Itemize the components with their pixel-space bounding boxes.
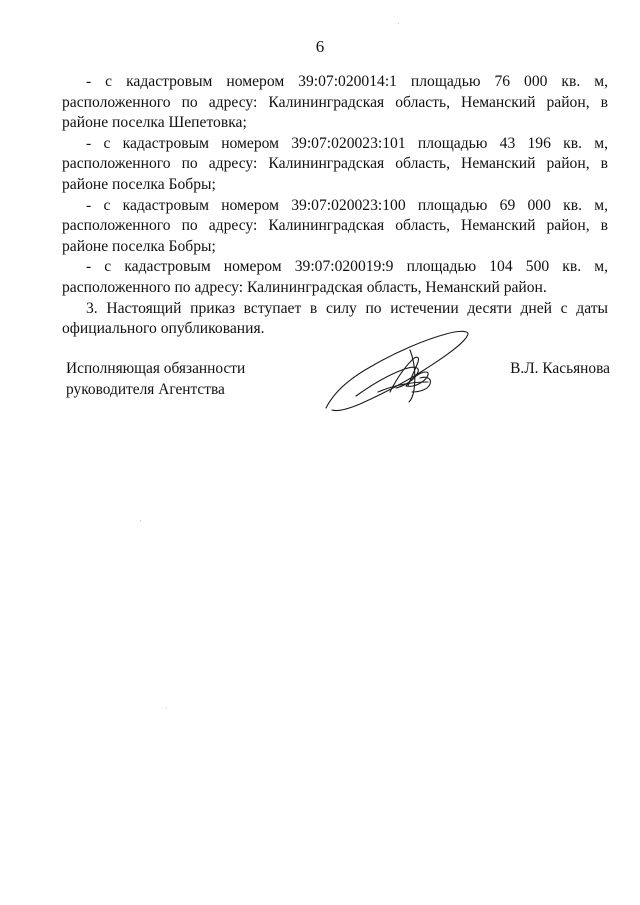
scan-speck: [166, 708, 167, 709]
scan-speck: [140, 520, 141, 521]
signatory-position: [66, 358, 245, 400]
scan-speck: [398, 23, 399, 24]
document-body: [62, 72, 608, 340]
signatory-name: В.Л. Касьянова: [510, 360, 610, 377]
signatory-position-line-2: руководителя Агентства: [66, 381, 225, 398]
signatory-position-line-1: Исполняющая обязанности: [66, 360, 246, 377]
list-item-cadastral-4: - с кадастровым номером 39:07:020019:9 площадью 104 500 кв. м, расположенного по адресу: Калининградская область, Неманский район.: [62, 258, 608, 296]
handwritten-signature: [320, 326, 480, 414]
list-item-cadastral-3: - с кадастровым номером 39:07:020023:100 площадью 69 000 кв. м, расположенного по адресу: Калининградская область, Неманский район, в районе поселка Бобры;: [62, 196, 608, 255]
list-item-cadastral-1: - с кадастровым номером 39:07:020014:1 площадью 76 000 кв. м, расположенного по адресу: Калининградская область, Неманский район, в районе поселка Шепетовка;: [62, 73, 608, 132]
list-item-cadastral-2: - с кадастровым номером 39:07:020023:101 площадью 43 196 кв. м, расположенного по адресу: Калининградская область, Неманский район, в районе поселка Бобры;: [62, 134, 608, 193]
clause-3-effective-date: 3. Настоящий приказ вступает в силу по истечении десяти дней с даты официального опубликования.: [62, 299, 608, 338]
page-number: 6: [315, 37, 325, 56]
